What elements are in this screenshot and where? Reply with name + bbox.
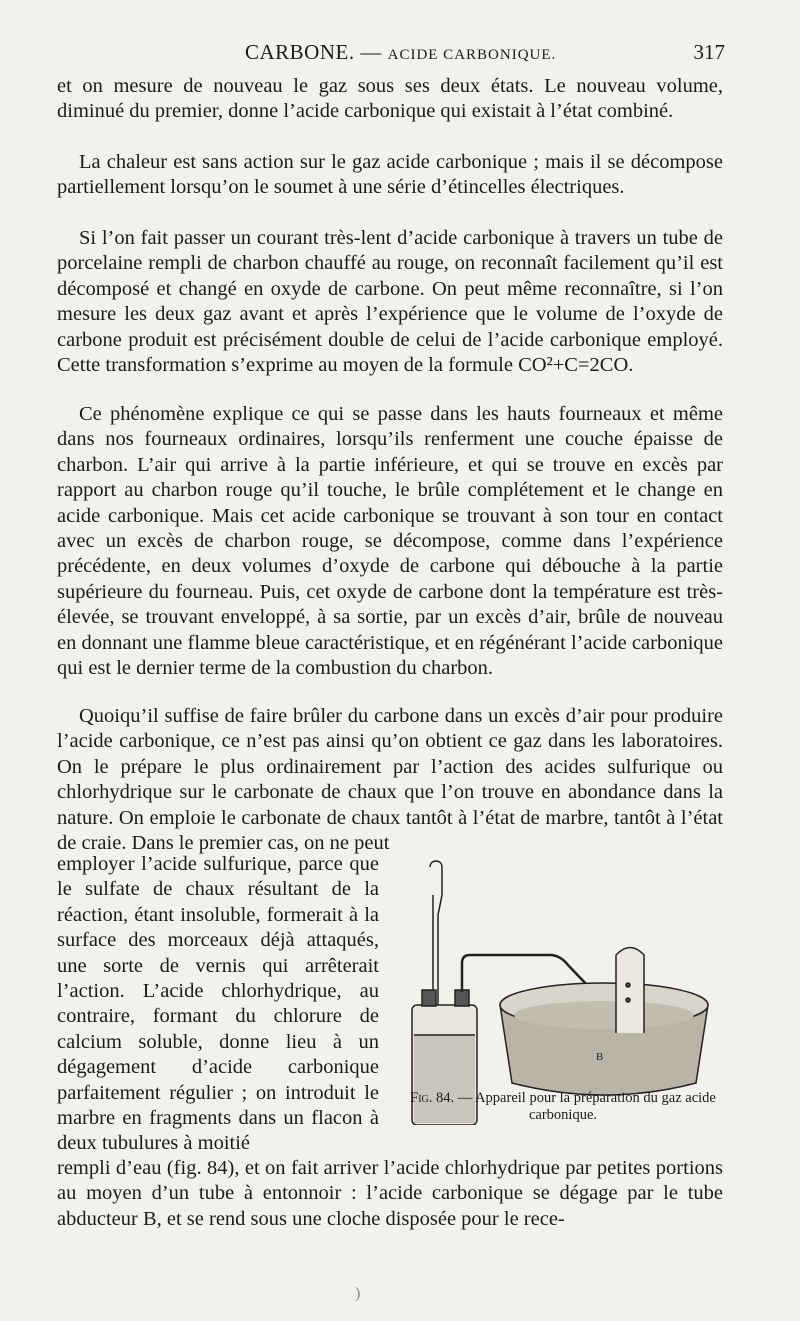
caption-text: — Appareil pour la préparation du gaz acide carbonique. xyxy=(454,1090,716,1123)
closing-paragraph: rempli d’eau (fig. 84), et on fait arriver l’acide chlorhydrique par petites portions au moyen d’un tube à entonnoir : l’acide carbonique se dégage par le tube abducteur B, et se rend sous une cloche disposée pour le rece- xyxy=(57,1157,723,1230)
running-header xyxy=(245,40,725,70)
apparatus-illustration xyxy=(400,855,725,1125)
paragraph-2: La chaleur est sans action sur le gaz acide carbonique ; mais il se décompose partiellement lorsqu’on le soumet à une série d’étincelles électriques. xyxy=(57,151,723,199)
header-subtitle: ACIDE CARBONIQUE. xyxy=(387,47,557,63)
label-b: B xyxy=(596,1051,604,1063)
footer-mark: ) xyxy=(355,1285,361,1302)
figure-caption xyxy=(408,1090,718,1124)
paragraph-5: Quoiqu’il suffise de faire brûler du carbone dans un excès d’air pour produire l’acide carbonique, ce n’est pas ainsi qu’on obtient ce gaz dans les laboratoires. On le prépare le plus ordinairement par l’action des acides sulfurique ou chlorhydrique sur le carbonate de chaux que l’on trouve en abondance dans la nature. On emploie le carbonate de chaux tantôt à l’état de marbre, tantôt à l’état de craie. Dans le premier cas, on ne peut xyxy=(57,705,723,855)
bell-jar xyxy=(616,948,644,1034)
header-title: CARBONE. — ACIDE CARBONIQUE. xyxy=(245,40,557,64)
figure-number: Fig. 84. xyxy=(410,1090,455,1106)
paragraph-3: Si l’on fait passer un courant très-lent d’acide carbonique à travers un tube de porcelaine rempli de charbon chauffé au rouge, on reconnaît facilement qu’il est décomposé et changé en oxyde de carbone. On peut même reconnaître, si l’on mesure les deux gaz avant et après l’expérience que le volume de l’oxyde de carbone produit est précisément double de celui de l’acide carbonique employé. Cette transformation s’exprime au moyen de la formule CO²+C=2CO. xyxy=(57,227,723,377)
wrapped-paragraph: employer l’acide sulfurique, parce que le sulfate de chaux résultant de la réaction, étant insoluble, formerait à la surface des morceaux déjà attaqués, une sorte de vernis qui arrêterait l’action. L’acide chlorhydrique, au contraire, formant du chlorure de calcium soluble, donne lieu à un dégagement d’acide carbonique parfaitement régulier ; on introduit le marbre en fragments dans un flacon à deux tubulures à moitié xyxy=(57,853,379,1155)
paragraph-4: Ce phénomène explique ce qui se passe dans les hauts fourneaux et même dans nos fourneaux ordinaires, lorsqu’ils renferment une couche épaisse de charbon. L’air qui arrive à la partie inférieure, et qui se trouve en excès par rapport au charbon rouge qu’il touche, le brûle complétement et le change en acide carbonique. Mais cet acide carbonique se trouvant à son tour en contact avec un excès de charbon rouge, se décompose, comme dans l’expérience précédente, en deux volumes d’oxyde de carbone qui débouche à la partie supérieure du fourneau. Puis, cet oxyde de carbone dont la température est très-élevée, se trouvant enveloppé, à sa sortie, par un excès d’air, brûle de nouveau en donnant une flamme bleue caractéristique, et en régénérant l’acide carbonique qui est le dernier terme de la combustion du charbon. xyxy=(57,403,723,680)
page-number: 317 xyxy=(693,40,725,64)
paragraph-1: et on mesure de nouveau le gaz sous ses deux états. Le nouveau volume, diminué du premier, donne l’acide carbonique qui existait à l’état combiné. xyxy=(57,75,723,123)
water-trough xyxy=(500,983,708,1095)
